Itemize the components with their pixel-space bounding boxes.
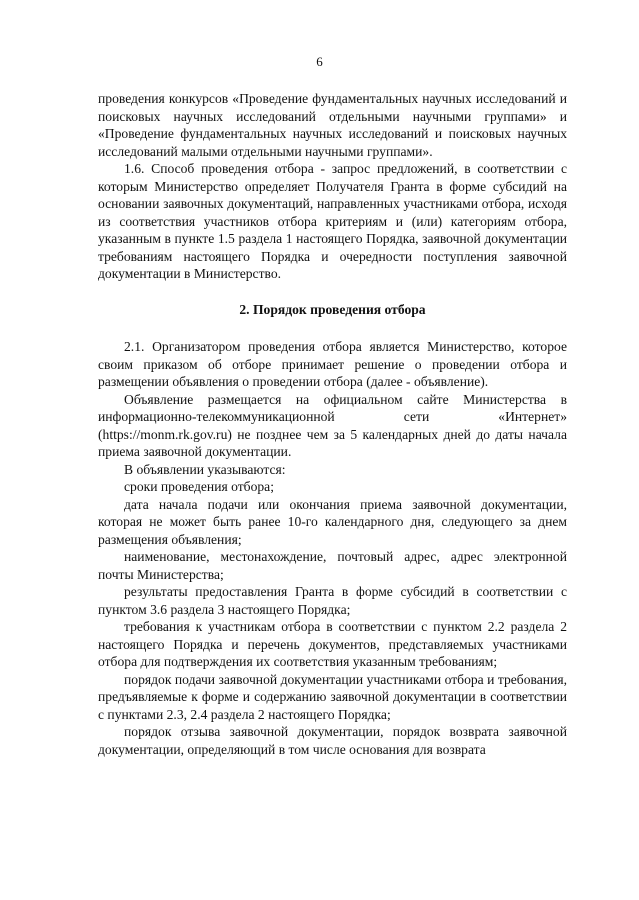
list-item: дата начала подачи или окончания приема заявочной документации, которая не может быть ранее 10-го календарного дня, следующего за днем размещения объявления;: [98, 496, 567, 547]
list-item: требования к участникам отбора в соответствии с пунктом 2.2 раздела 2 настоящего Порядка и перечень документов, представляемых участниками отбора для подтверждения их соответствия указанным требованиям;: [98, 619, 567, 669]
section1-continuation: проведения конкурсов «Проведение фундаментальных научных исследований и поисковых научных исследований отдельными научными группами» и «Проведение фундаментальных научных исследований и поисковых научных исследований малыми отдельными научными группами».: [98, 91, 567, 159]
document-body: [98, 90, 567, 758]
list-item: наименование, местонахождение, почтовый адрес, адрес электронной почты Министерства;: [98, 549, 567, 582]
section-2-heading: 2. Порядок проведения отбора: [239, 301, 426, 317]
list-item: порядок отзыва заявочной документации, порядок возврата заявочной документации, определяющий в том числе основания для возврата: [98, 724, 567, 757]
paragraph-1-6: 1.6. Способ проведения отбора - запрос предложений, в соответствии с которым Министерство определяет Получателя Гранта в форме субсидий на основании заявочных документаций, направленных участниками отбора, исходя из соответствия участников отбора критериям и (или) категориям отбора, указанным в пункте 1.5 раздела 1 настоящего Порядка, заявочной документации требованиям настоящего Порядка и очередности поступления заявочной документации в Министерство.: [98, 161, 567, 281]
paragraph-announcement-intro: В объявлении указываются:: [124, 461, 286, 477]
paragraph-2-1: 2.1. Организатором проведения отбора является Министерство, которое своим приказом об отборе принимает решение о проведении отбора и размещении объявления о проведении отбора (далее - объявление).: [98, 339, 567, 389]
list-item: порядок подачи заявочной документации участниками отбора и требования, предъявляемые к форме и содержанию заявочной документации в соответствии с пунктами 2.3, 2.4 раздела 2 настоящего Порядка;: [98, 671, 567, 722]
page-number: 6: [316, 54, 323, 69]
list-item: сроки проведения отбора;: [124, 479, 274, 494]
paragraph-announcement-site: Объявление размещается на официальном сайте Министерства в информационно-телекоммуникационной сети «Интернет» (https://monm.rk.gov.ru) не позднее чем за 5 календарных дней до даты начала приема заявочной документации.: [98, 391, 567, 459]
list-item: результаты предоставления Гранта в форме субсидий в соответствии с пунктом 3.6 раздела 3 настоящего Порядка;: [98, 584, 567, 617]
